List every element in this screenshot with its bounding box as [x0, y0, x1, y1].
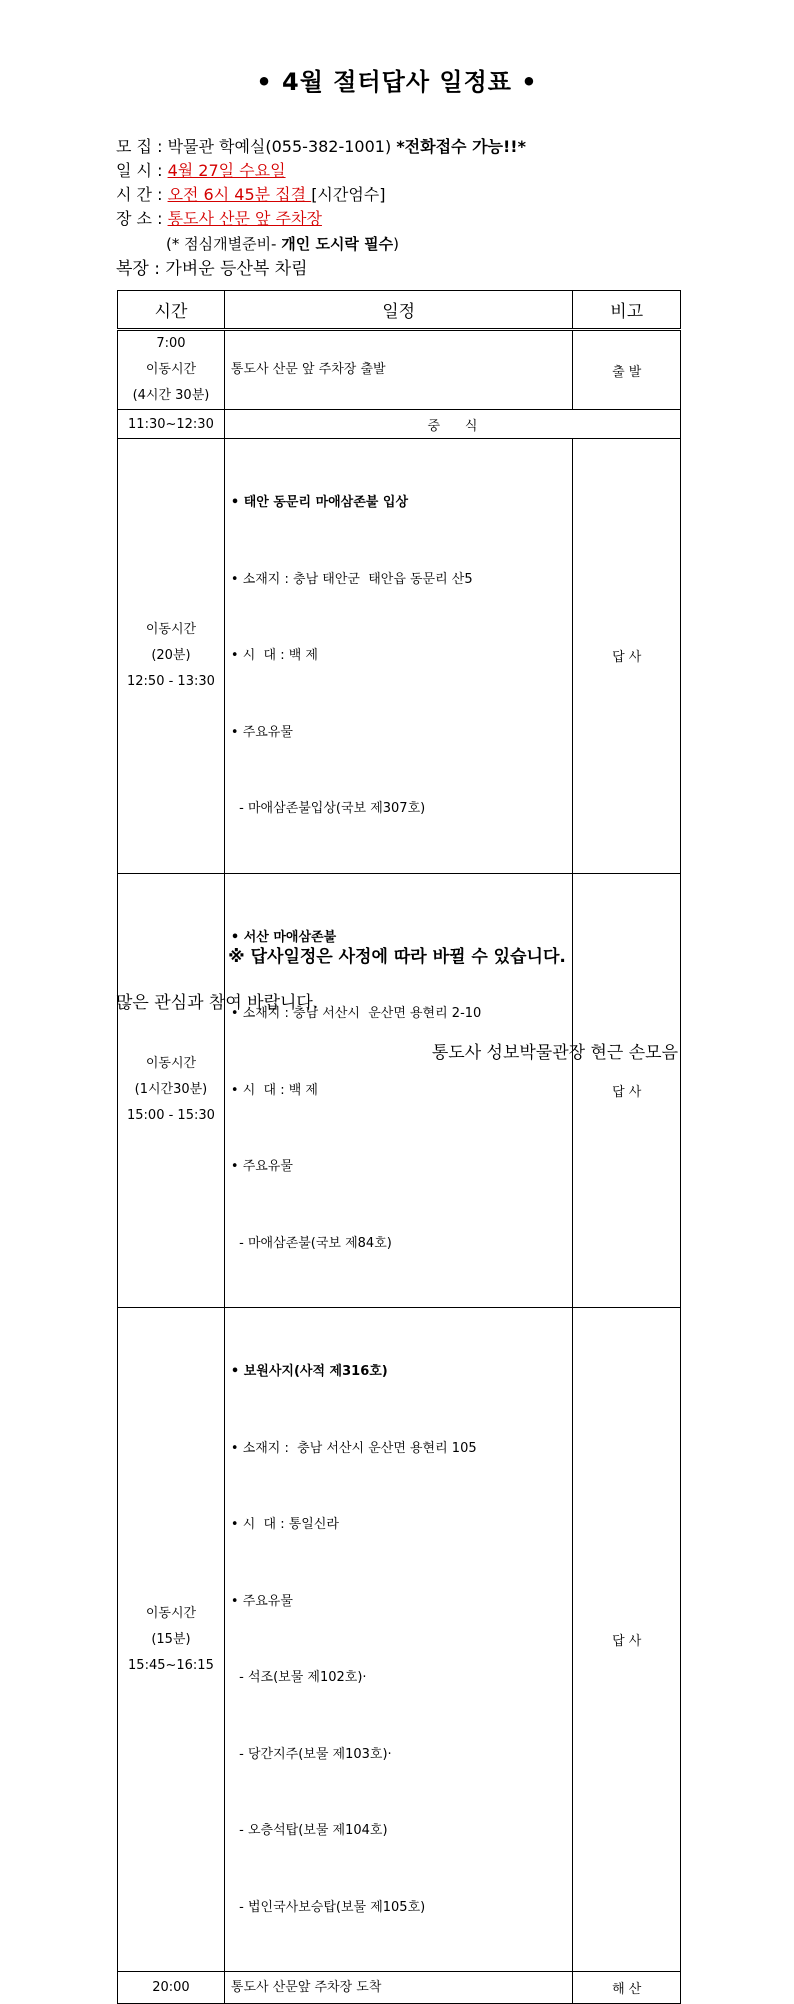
schedule-cell	[224, 1308, 573, 1972]
schedule-text: • 소재지 : 충남 태안군 태안읍 동문리 산5	[230, 571, 473, 587]
schedule-text: • 소재지 : 충남 서산시 운산면 용현리 2-10	[230, 1006, 482, 1021]
closing-message: 많은 관심과 참여 바랍니다.	[116, 993, 319, 1013]
time-text: 이동시간	[145, 1056, 197, 1072]
header-remark: 비고	[573, 291, 681, 330]
remark-cell: 출 발	[573, 330, 681, 410]
gather-line	[116, 136, 526, 158]
schedule-text: • 소재지 : 충남 서산시 운산면 용현리 105	[230, 1440, 477, 1456]
table-row	[118, 439, 681, 874]
table-row	[118, 873, 681, 1308]
page-title: • 4월 절터답사 일정표 •	[256, 68, 538, 96]
schedule-text: - 오층석탑(보물 제104호)	[230, 1823, 388, 1838]
time-label: 시 간 :	[116, 185, 168, 204]
schedule-text: • 주요유물	[230, 1593, 293, 1609]
time-text: (20분)	[151, 647, 191, 663]
signature: 통도사 성보박물관장 현근 손모음	[431, 1043, 678, 1063]
table-row	[118, 410, 681, 439]
lunch-line	[166, 233, 399, 255]
time-text: (4시간 30분)	[132, 388, 210, 403]
time-value: 오전 6시 45분 집결	[167, 185, 312, 204]
schedule-text: • 시 대 : 통일신라	[230, 1517, 339, 1532]
schedule-cell	[224, 330, 573, 410]
schedule-text: • 주요유물	[230, 724, 293, 740]
schedule-table	[117, 290, 681, 2004]
schedule-text: - 당간지주(보물 제103호)·	[230, 1746, 392, 1762]
schedule-cell	[224, 873, 573, 1308]
table-row	[118, 1308, 681, 1972]
time-cell: 20:00	[118, 1972, 225, 2004]
lunch-bold: 개인 도시락 필수	[281, 235, 394, 253]
time-cell	[118, 330, 225, 410]
date-line	[116, 160, 286, 182]
table-row	[118, 1972, 681, 2004]
lunch-suffix: )	[393, 235, 399, 253]
place-value: 통도사 산문 앞 주차장	[167, 209, 322, 228]
dress-line: 복장 : 가벼운 등산복 차림	[116, 259, 308, 279]
remark-cell: 답 사	[573, 439, 681, 874]
schedule-text: • 주요유물	[230, 1159, 293, 1174]
place-label: 장 소 :	[116, 209, 168, 228]
time-text: (15분)	[151, 1631, 191, 1647]
site-title: • 태안 동문리 마애삼존불 입상	[230, 495, 408, 510]
schedule-cell: 통도사 산문앞 주차장 도착	[224, 1972, 573, 2004]
gather-label: 모 집 :	[116, 137, 168, 156]
time-text: 15:00 - 15:30	[127, 1108, 215, 1124]
schedule-text: - 마애삼존불(국보 제84호)	[230, 1235, 392, 1251]
time-text: 15:45~16:15	[128, 1657, 214, 1673]
schedule-cell	[224, 439, 573, 874]
time-note: [시간엄수]	[311, 185, 386, 204]
time-cell: 11:30~12:30	[118, 410, 225, 439]
header-time: 시간	[118, 291, 225, 330]
lunch-prefix: (* 점심개별준비-	[166, 235, 282, 253]
remark-cell: 답 사	[573, 1308, 681, 1972]
schedule-text: - 법인국사보승탑(보물 제105호)	[230, 1899, 426, 1915]
gather-note: *전화접수 가능!!*	[396, 137, 526, 156]
schedule-text: - 석조(보물 제102호)·	[230, 1670, 367, 1685]
header-schedule: 일정	[224, 291, 573, 330]
schedule-text: • 시 대 : 백 제	[230, 648, 318, 663]
remark-cell: 해 산	[573, 1972, 681, 2004]
date-label: 일 시 :	[116, 161, 168, 180]
schedule-text: • 시 대 : 백 제	[230, 1082, 318, 1098]
schedule-text: 통도사 산문 앞 주차장 출발	[230, 362, 386, 378]
time-cell	[118, 439, 225, 874]
table-header-row	[118, 291, 681, 330]
place-line	[116, 208, 322, 230]
site-title: • 보원사지(사적 제316호)	[230, 1364, 388, 1379]
time-text: 이동시간	[145, 621, 197, 637]
time-text: 이동시간	[145, 1605, 197, 1621]
time-cell	[118, 873, 225, 1308]
lunch-cell: 중 식	[224, 410, 680, 439]
date-value: 4월 27일 수요일	[167, 161, 286, 180]
schedule-text: - 마애삼존불입상(국보 제307호)	[230, 801, 426, 816]
time-line	[116, 184, 386, 206]
site-title: • 서산 마애삼존불	[230, 929, 337, 945]
time-text: (1시간30분)	[134, 1082, 208, 1098]
table-row	[118, 330, 681, 410]
time-text: 이동시간	[145, 362, 197, 377]
time-text: 12:50 - 13:30	[127, 673, 215, 689]
gather-value: 박물관 학예실(055-382-1001)	[167, 137, 397, 156]
remark-cell: 답 사	[573, 873, 681, 1308]
time-cell	[118, 1308, 225, 1972]
time-text: 7:00	[156, 336, 186, 351]
schedule-change-notice: ※ 답사일정은 사정에 따라 바뀔 수 있습니다.	[228, 947, 566, 967]
